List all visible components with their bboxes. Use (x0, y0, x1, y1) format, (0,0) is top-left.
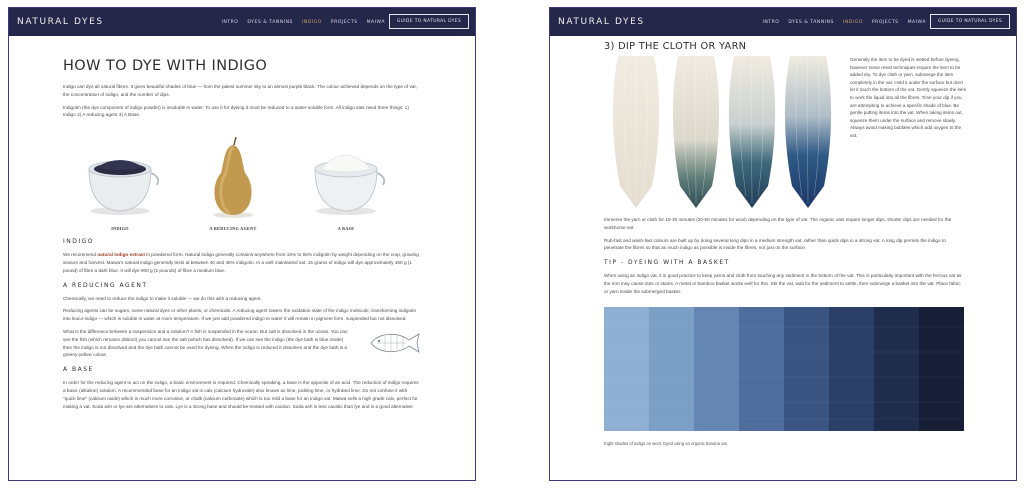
fish-icon (367, 330, 421, 356)
section-heading-indigo: INDIGO (63, 238, 95, 246)
indigo-bowl-icon (75, 133, 165, 221)
reducing-paragraph-2: Reducing agents can be sugars, some natural dyes or other plants, or chemicals. A reducing agent lowers the oxidation state of the indigo molecule, transforming indigotin into leuco-indigo — which is soluble in water at room temperature. If we just add powdered indigo to water it will remain in pigment form, suspended but not dissolved. (63, 308, 417, 322)
brand-logo-right[interactable]: NATURAL DYES (558, 17, 645, 27)
intro-paragraph: Indigo can dye all natural fibres. It gives beautiful shades of blue — from the palest summer sky to an almost purple black. The colour achieved depends on the type of vat, the concentration of indigo, and the number of dips. (63, 84, 418, 97)
nav-links (221, 8, 385, 36)
nav-link-indigo[interactable]: INDIGO (301, 19, 322, 25)
rubfast-paragraph: Rub-fast and wash-fast colours are built up by doing several long dips in a medium strength vat, rather than quick dips in a strong vat. A long dip permits the indigo to penetrate the fibres so that as much indigo as possible is inside the fibres, not just on the surface. (604, 237, 946, 251)
nav-link-maiwa-right[interactable]: MAIWA (907, 19, 926, 25)
dip-instructions: Generally the item to be dyed is wetted before dyeing, however some resist techniques require the item to be added dry. To dye cloth or yarn, submerge the item completely in the vat. Hold it under the surface but don't let it touch the bottom of the vat. Gently squeeze the item to work the liquid into all the fibres. Time your dip if you are attempting to achieve a specific shade of blue. Be gentle putting items into the vat. When taking items out, squeeze them under the surface and remove slowly. Always avoid making bubbles which add oxygen to the vat. (850, 57, 967, 138)
calx-bowl-icon (301, 133, 391, 221)
page-panel-right (549, 7, 1017, 481)
reducing-paragraph-1: Chemically, we need to reduce the indigo to make it soluble — we do this with a reducing agent. (63, 295, 262, 301)
ingredient-reducing-agent (188, 133, 278, 231)
pear-icon (188, 133, 278, 221)
nav-link-indigo-right[interactable]: INDIGO (842, 19, 863, 25)
indigo-shades-image (604, 307, 964, 431)
nav-link-projects-right[interactable]: PROJECTS (871, 19, 899, 25)
nav-link-projects[interactable]: PROJECTS (330, 19, 358, 25)
nav-link-dyes-tannins[interactable]: DYES & TANNINS (247, 19, 293, 25)
nav-link-dyes-tannins-right[interactable]: DYES & TANNINS (788, 19, 834, 25)
guide-button-right[interactable]: GUIDE TO NATURAL DYES (930, 14, 1010, 29)
natural-indigo-extract-link[interactable]: natural indigo extract (97, 252, 145, 258)
ingredient-indigo (75, 133, 165, 231)
nav-links-right (762, 8, 926, 36)
indigo-paragraph: We recommend natural indigo extract in powdered form. Natural indigo generally contains anywhere from 15% to 55% indigotin by weight depending on the crop, growing season and harvest. Maiwa's natural indigo generally tests at between 40 and 45% indigotin. In a well maintained vat, 15 grams of indigo will dye approximately 450 g (1 pound) of fibre a dark blue. It will dye 900 g (2 pounds) of fibre a medium blue. (63, 252, 419, 273)
yarn-skeins-image (606, 56, 836, 214)
section-heading-base: A BASE (63, 366, 94, 374)
nav-link-maiwa[interactable]: MAIWA (366, 19, 385, 25)
ingredient-base (301, 133, 391, 231)
right-content (550, 216, 1016, 446)
yarn-section (550, 56, 1016, 216)
image-caption: Eight shades of indigo on wool. Dyed using an organic banana vat. (604, 440, 728, 446)
step-title: 3) DIP THE CLOTH OR YARN (604, 41, 747, 52)
ingredient-label-indigo: INDIGO (111, 226, 129, 232)
guide-button[interactable]: GUIDE TO NATURAL DYES (389, 14, 469, 29)
page-title: HOW TO DYE WITH INDIGO (63, 58, 268, 74)
intro-paragraph-2: Indigotin (the dye component of indigo powder) is insoluble in water. To use it for dyeing it must be reduced to a water-soluble form. All indigo vats need three things: 1) Indigo 2) A reducing agent 3) A Base. (63, 104, 409, 118)
section-heading-reducing-agent: A REDUCING AGENT (63, 281, 148, 289)
tip-paragraph: When using an indigo vat, it is good practice to keep yarns and cloth from touching any sediment in the bottom of the vat. This is particularly important with the ferrous vat as the iron may cause dots or stains. A metal or bamboo basket works well for this. Stir the vat, wait for the sediment to settle, then submerge a basket into the vat. Place fabric or yarn inside the submerged basket. (604, 273, 962, 294)
top-nav (9, 8, 475, 36)
page-panel-left (8, 7, 476, 481)
main-content (9, 58, 475, 410)
nav-link-intro[interactable]: INTRO (221, 19, 239, 25)
ingredient-label-reducing-agent: A REDUCING AGENT (209, 226, 257, 232)
fish-section (63, 328, 421, 359)
base-paragraph: In order for the reducing agent to act on the indigo, a basic environment is required. Chemically speaking, a base is the opposite of an acid. The reduction of indigo requires a basic (alkaline) solution. A recommended base for an indigo vat is calx (calcium hydroxide) also known as lime, pickling lime, or hydrated lime. Do not confuse it with "quick lime" (calcium oxide) which is much more corrosive, or chalk (calcium carbonate) which is too mild a base for an indigo vat. Maiwa sells a high grade calx, perfect for making a vat. Soda ash or lye are alternatives to calx. Lye is a strong base and should be treated with caution. Soda ash is less caustic than lye and is a good alternative (63, 380, 419, 409)
nav-link-intro-right[interactable]: INTRO (762, 19, 780, 25)
ingredients-figure (63, 133, 421, 231)
immerse-paragraph: Immerse the yarn or cloth for 10-30 minutes (20-60 minutes for wool) depending on the type of vat. The organic vats require longer dips, shorter dips are needed for the workhorse vat. (604, 217, 952, 230)
suspension-paragraph: What is the difference between a suspension and a solution? A fish is suspended in the ocean. But salt is dissolved in the ocean. You can see the fish (which remains distinct) you cannot see the salt (which has dissolved). If we can see the indigo (the dye bath is blue inside) then the indigo is not dissolved and the dye bath cannot be used for dyeing. When the indigo is reduced it dissolves and the dye bath is a greeny-yellow colour. (63, 328, 348, 358)
brand-logo[interactable]: NATURAL DYES (17, 17, 104, 27)
ingredient-label-base: A BASE (337, 226, 355, 232)
tip-heading: TIP - DYEING WITH A BASKET (604, 259, 730, 267)
top-nav-right (550, 8, 1016, 36)
